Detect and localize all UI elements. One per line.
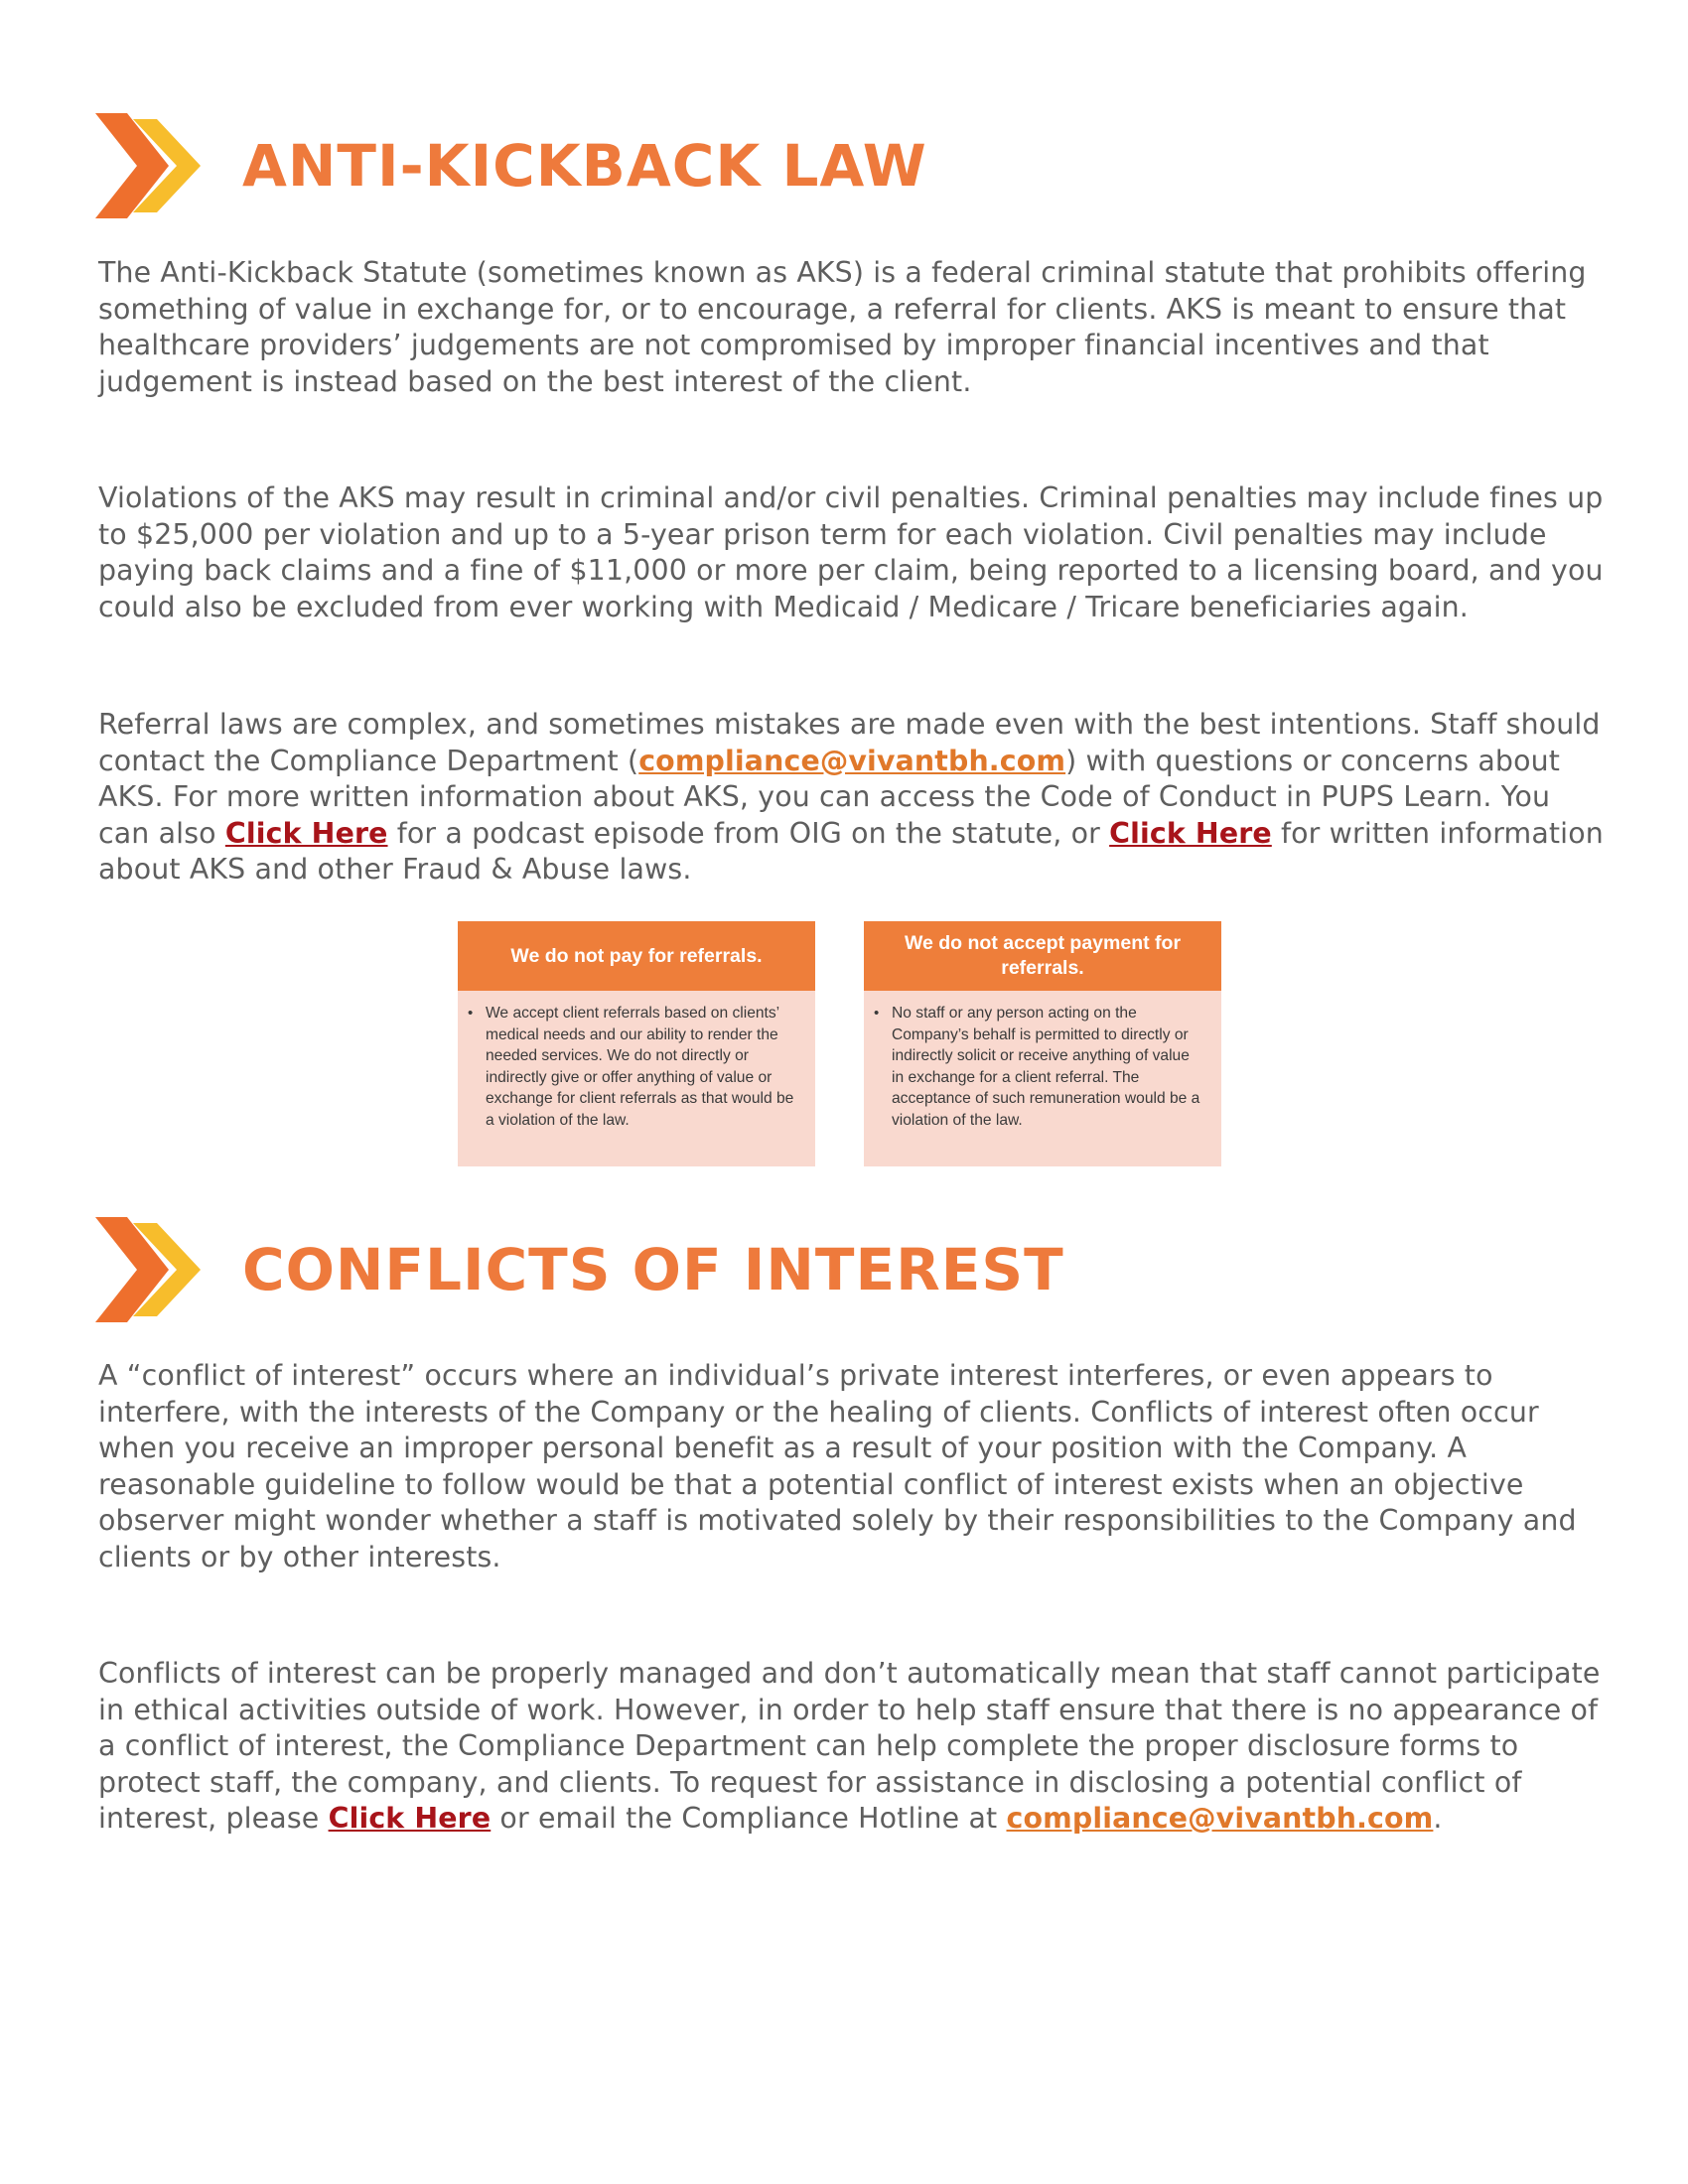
card-title: We do not pay for referrals. <box>458 921 815 991</box>
aks-intro-paragraph: The Anti-Kickback Statute (sometimes known as AKS) is a federal criminal statute that prohibits offering something of value in exchange for, or to encourage, a referral for clients. AKS is meant to ensure that healthcare providers’ judgements are not compromised by improper financial incentives and that judgement is instead based on the best interest of the client. <box>98 256 1587 398</box>
coi-heading <box>95 1213 1064 1326</box>
double-chevron-icon <box>95 109 207 222</box>
card-text: No staff or any person acting on the Company’s behalf is permitted to directly or indirectly solicit or receive anything of value in exchange for a client referral. The acceptance of such remuneration would be a violation of the law. <box>892 1005 1200 1129</box>
text-span: Conflicts of interest can be properly managed and don’t automatically mean that staff cannot participate in ethical activities outside of work. However, in order to help staff ensure that there is no appearance of a conflict of interest, the Compliance Department can help complete the proper disclosure forms to protect staff, the company, and clients. To request for assistance in disclosing a potential conflict of interest, please <box>98 1657 1601 1836</box>
card-body <box>458 991 815 1132</box>
aks-heading <box>95 109 927 222</box>
text-span: for a podcast episode from OIG on the statute, or <box>387 816 1110 850</box>
card-title: We do not accept payment for referrals. <box>864 921 1221 991</box>
text-span: or email the Compliance Hotline at <box>491 1802 1007 1836</box>
no-accept-payment-card <box>864 921 1221 1166</box>
fraud-abuse-click-here-link[interactable]: Click Here <box>1109 816 1272 850</box>
text-span: ) with questions or concerns about AKS. For more written information about AKS, you can access the Code of Conduct in PUPS Learn. You can also <box>98 744 1561 850</box>
card-text: We accept client referrals based on clients’ medical needs and our ability to render the needed services. We do not directly or indirectly give or offer anything of value or exchange for client referrals as that would be a violation of the law. <box>486 1005 794 1129</box>
text-span: Referral laws are complex, and sometimes mistakes are made even with the best intentions. Staff should contact the Compliance Department ( <box>98 708 1601 777</box>
podcast-click-here-link[interactable]: Click Here <box>224 816 388 850</box>
text-span: . <box>1433 1802 1443 1836</box>
compliance-email-link[interactable]: compliance@vivantbh.com <box>638 744 1066 777</box>
text-span: for written information about AKS and other Fraud & Abuse laws. <box>98 816 1604 887</box>
double-chevron-icon <box>95 1213 207 1326</box>
no-pay-referrals-card <box>458 921 815 1166</box>
compliance-hotline-email-link[interactable]: compliance@vivantbh.com <box>1006 1802 1434 1836</box>
coi-disclosure-paragraph <box>98 1656 1608 1838</box>
aks-penalties-paragraph: Violations of the AKS may result in criminal and/or civil penalties. Criminal penalties may include fines up to $25,000 per violation and up to a 5-year prison term for each violation. Civil penalties may include paying back claims and a fine of $11,000 or more per claim, being reported to a licensing board, and you could also be excluded from ever working with Medicaid / Medicare / Tricare beneficiaries again. <box>98 481 1604 623</box>
disclosure-click-here-link[interactable]: Click Here <box>328 1802 492 1836</box>
card-body <box>864 991 1221 1132</box>
coi-definition-paragraph: A “conflict of interest” occurs where an individual’s private interest interferes, or even appears to interfere, with the interests of the Company or the healing of clients. Conflicts of interest often occur when you receive an improper personal benefit as a result of your position with the Company. A reasonable guideline to follow would be that a potential conflict of interest exists when an objective observer might wonder whether a staff is motivated solely by their responsibilities to the Company and clients or by other interests. <box>98 1359 1577 1573</box>
coi-heading-title: CONFLICTS OF INTEREST <box>242 1236 1064 1303</box>
bullet-icon: • <box>468 1005 474 1022</box>
aks-heading-title: ANTI-KICKBACK LAW <box>242 132 927 200</box>
aks-referral-paragraph <box>98 707 1608 888</box>
bullet-icon: • <box>874 1005 880 1022</box>
